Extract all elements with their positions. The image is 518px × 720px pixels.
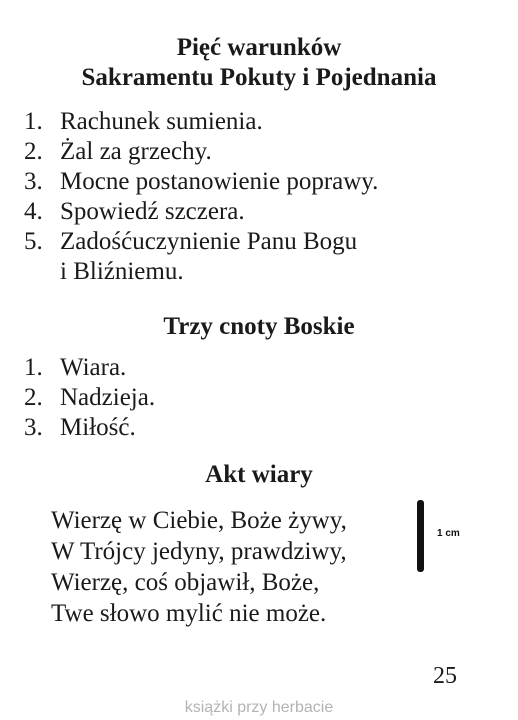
list-item-text: Wiara.: [60, 354, 127, 381]
section-title-conditions: [0, 33, 518, 93]
list-item-number: 2.: [24, 384, 43, 411]
list-item-text: Rachunek sumienia.: [60, 108, 263, 135]
list-item: [24, 107, 378, 137]
list-item-text: Zadośćuczynienie Panu Bogu: [60, 228, 358, 255]
list-item-number: 4.: [24, 198, 43, 225]
list-item-text: Nadzieja.: [60, 384, 156, 411]
virtues-list: [24, 353, 155, 443]
list-item-number: [24, 257, 60, 287]
conditions-list: [24, 107, 378, 287]
list-item: [24, 197, 378, 227]
list-item-number: 1.: [24, 108, 43, 135]
list-item-text: Mocne postanowienie poprawy.: [60, 168, 379, 195]
section-title-line: Sakramentu Pokuty i Pojednania: [81, 64, 437, 91]
list-item: [24, 413, 155, 443]
list-item: [24, 353, 155, 383]
watermark-text: książki przy herbacie: [184, 699, 334, 716]
section-title-act-of-faith: Akt wiary: [205, 461, 313, 488]
list-item-text: Żal za grzechy.: [60, 138, 212, 165]
scale-bar: [417, 500, 424, 572]
list-item-number: 2.: [24, 138, 43, 165]
list-item-continuation: [24, 257, 378, 287]
poem-line: Wierzę, coś objawił, Boże,: [51, 569, 320, 596]
list-item-text: Miłość.: [60, 414, 136, 441]
list-item: [24, 137, 378, 167]
list-item-text: i Bliźniemu.: [60, 258, 184, 285]
scale-label: 1 cm: [437, 528, 460, 539]
list-item: [24, 227, 378, 257]
act-of-faith-poem: [51, 505, 347, 629]
list-item-number: 3.: [24, 168, 43, 195]
list-item-text: Spowiedź szczera.: [60, 198, 245, 225]
list-item-number: 3.: [24, 414, 43, 441]
section-title-virtues: Trzy cnoty Boskie: [163, 313, 355, 340]
poem-line: Wierzę w Ciebie, Boże żywy,: [51, 507, 347, 534]
list-item: [24, 383, 155, 413]
page-number: 25: [433, 663, 457, 689]
poem-line: W Trójcy jedyny, prawdziwy,: [51, 538, 347, 565]
section-title-line: Pięć warunków: [176, 34, 342, 61]
list-item-number: 1.: [24, 354, 43, 381]
list-item: [24, 167, 378, 197]
list-item-number: 5.: [24, 228, 43, 255]
poem-line: Twe słowo mylić nie może.: [51, 600, 327, 627]
